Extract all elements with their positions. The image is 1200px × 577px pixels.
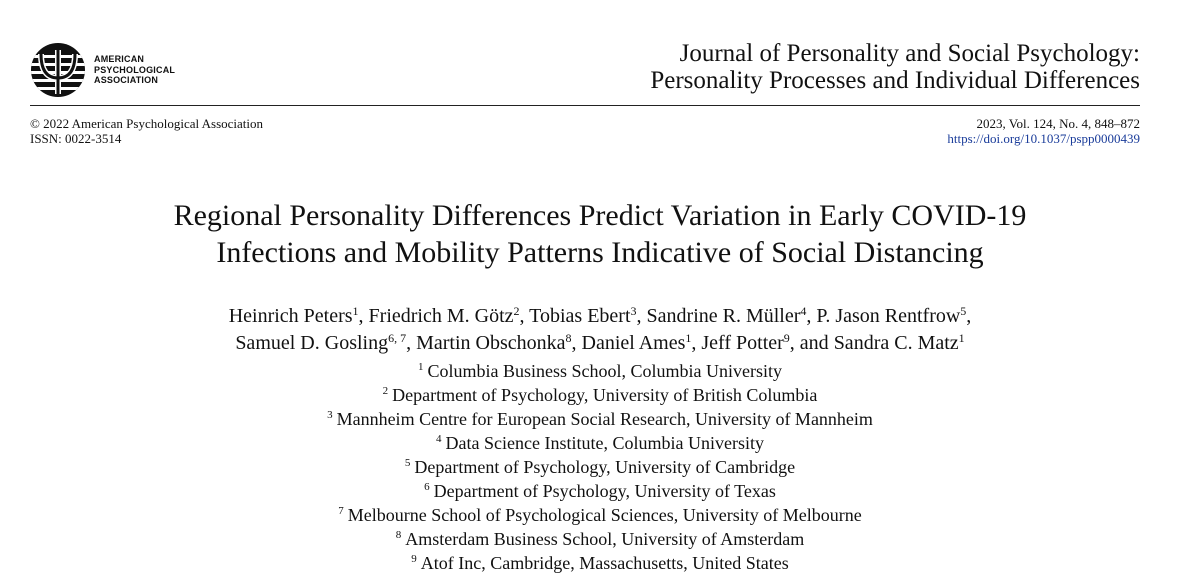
affiliation-text: Mannheim Centre for European Social Research, University of Mannheim <box>336 409 873 429</box>
author-affiliation-marker: 1 <box>685 331 692 345</box>
author-affiliation-marker: 1 <box>352 304 359 318</box>
affiliation-number: 7 <box>338 505 344 517</box>
author-separator: , <box>358 305 369 327</box>
affiliation-text: Columbia Business School, Columbia University <box>427 361 782 381</box>
author-list <box>0 303 1200 357</box>
paper-title <box>0 197 1200 271</box>
author-separator: , <box>406 332 417 354</box>
paper-title-line: Infections and Mobility Patterns Indicative of Social Distancing <box>216 236 984 269</box>
doi-link[interactable]: https://doi.org/10.1037/pspp0000439 <box>947 131 1140 146</box>
affiliation-text: Department of Psychology, University of Texas <box>433 481 776 501</box>
author-affiliation-marker: 8 <box>565 331 572 345</box>
affiliation-item <box>0 455 1200 479</box>
apa-psi-logo-icon <box>30 42 86 98</box>
author-separator: , <box>519 305 530 327</box>
author-affiliation-marker: 2 <box>513 304 520 318</box>
affiliation-text: Atof Inc, Cambridge, Massachusetts, United States <box>420 553 789 573</box>
affiliation-item <box>0 479 1200 503</box>
publisher-logo <box>30 42 175 98</box>
author-name: Samuel D. Gosling <box>235 332 389 354</box>
author-separator: , <box>806 305 817 327</box>
affiliation-number: 9 <box>411 553 417 565</box>
affiliation-item <box>0 527 1200 551</box>
author-separator: , <box>636 305 647 327</box>
affiliation-text: Melbourne School of Psychological Sciences, University of Melbourne <box>347 505 862 525</box>
author-name: Tobias Ebert <box>529 305 631 327</box>
journal-title-line: Personality Processes and Individual Differences <box>650 67 1140 94</box>
publisher-name-line: AMERICAN <box>94 54 145 65</box>
author-name: Sandra C. Matz <box>833 332 959 354</box>
affiliation-list <box>0 359 1200 575</box>
author-name: P. Jason Rentfrow <box>816 305 961 327</box>
affiliation-text: Data Science Institute, Columbia University <box>445 433 764 453</box>
author-affiliation-marker: 9 <box>783 331 790 345</box>
author-name: Sandrine R. Müller <box>646 305 801 327</box>
author-separator: , <box>571 332 582 354</box>
meta-right <box>947 116 1140 146</box>
publisher-name <box>94 54 175 86</box>
volume-info: 2023, Vol. 124, No. 4, 848–872 <box>976 116 1140 131</box>
author-separator: , <box>966 305 972 327</box>
author-name: Daniel Ames <box>581 332 686 354</box>
affiliation-number: 8 <box>395 529 402 541</box>
author-name: Martin Obschonka <box>416 332 566 354</box>
affiliation-item <box>0 551 1200 575</box>
journal-title <box>650 40 1140 94</box>
author-affiliation-marker: 6, 7 <box>388 331 407 345</box>
affiliation-item <box>0 407 1200 431</box>
journal-title-line: Journal of Personality and Social Psychology: <box>679 40 1140 67</box>
author-line <box>0 303 1200 330</box>
paper-title-line: Regional Personality Differences Predict Variation in Early COVID-19 <box>173 199 1027 232</box>
author-separator: , <box>691 332 702 354</box>
affiliation-number: 1 <box>418 361 424 373</box>
affiliation-item <box>0 503 1200 527</box>
author-line <box>0 330 1200 357</box>
header-divider <box>30 105 1140 106</box>
publisher-name-line: ASSOCIATION <box>94 75 159 86</box>
affiliation-number: 3 <box>327 409 333 421</box>
author-affiliation-marker: 4 <box>800 304 807 318</box>
affiliation-text: Department of Psychology, University of Cambridge <box>414 457 796 477</box>
affiliation-item <box>0 359 1200 383</box>
affiliation-number: 5 <box>404 457 411 469</box>
author-affiliation-marker: 3 <box>630 304 637 318</box>
author-separator: , and <box>789 332 834 354</box>
affiliation-text: Amsterdam Business School, University of Amsterdam <box>405 529 805 549</box>
author-affiliation-marker: 1 <box>958 331 965 345</box>
publisher-name-line: PSYCHOLOGICAL <box>94 64 176 75</box>
affiliation-text: Department of Psychology, University of British Columbia <box>392 385 818 405</box>
meta-left <box>30 116 263 146</box>
copyright-notice: © 2022 American Psychological Association <box>30 116 264 131</box>
affiliation-item <box>0 383 1200 407</box>
affiliation-item <box>0 431 1200 455</box>
affiliation-number: 2 <box>382 385 389 397</box>
author-name: Friedrich M. Götz <box>368 305 514 327</box>
issn: ISSN: 0022-3514 <box>30 131 122 146</box>
author-name: Jeff Potter <box>701 332 784 354</box>
affiliation-number: 6 <box>424 481 430 493</box>
author-affiliation-marker: 5 <box>960 304 967 318</box>
affiliation-number: 4 <box>436 433 442 445</box>
author-name: Heinrich Peters <box>228 305 353 327</box>
